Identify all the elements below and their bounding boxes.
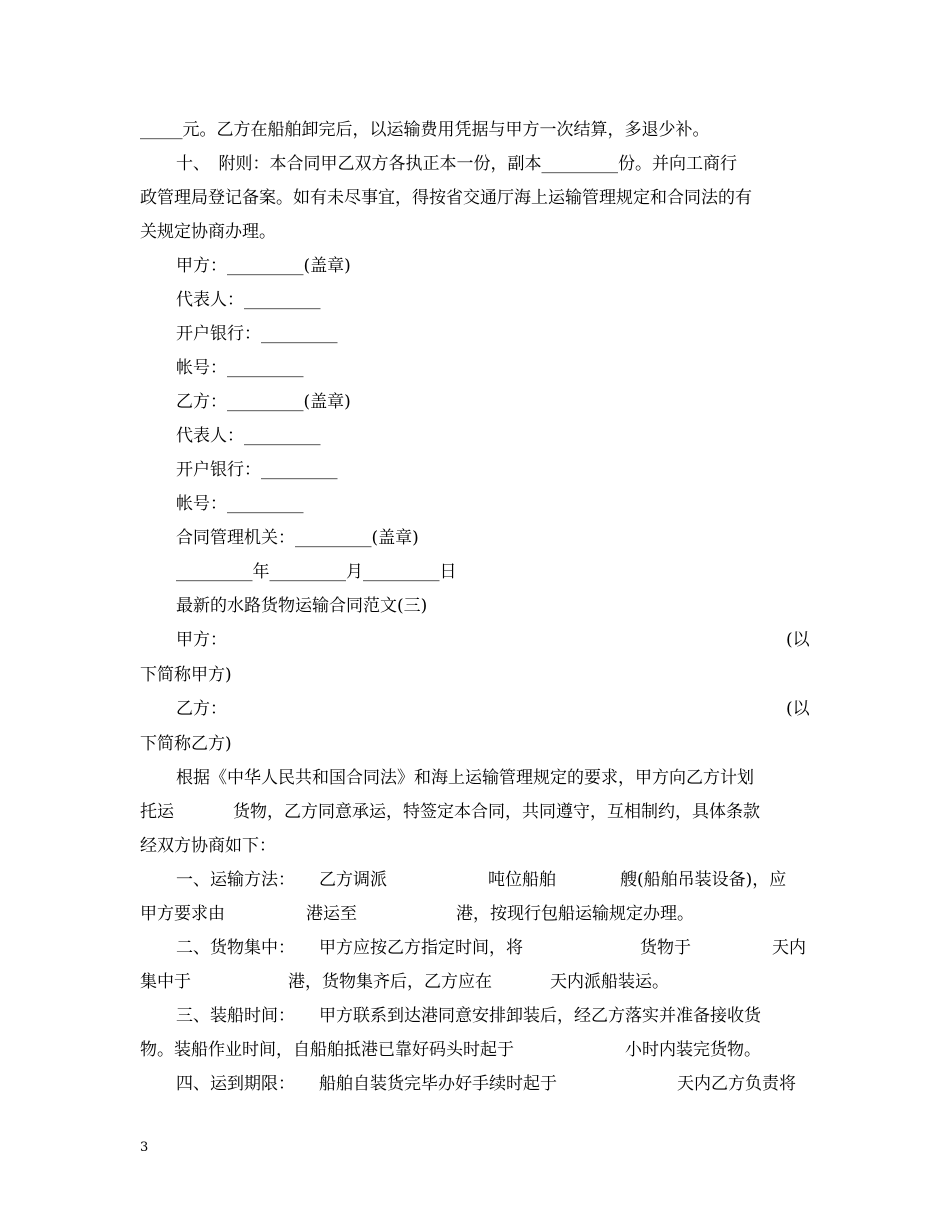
text-line: _____元。乙方在船舶卸完后，以运输费用凭据与甲方一次结算，多退少补。 <box>140 120 710 140</box>
clause-heading: 三、装船时间： <box>176 1006 295 1026</box>
text-line: 天内乙方负责将 <box>677 1074 796 1094</box>
text-line: 甲方要求由 <box>140 904 225 924</box>
clause-heading: 一、运输方法： <box>176 870 295 890</box>
clause-heading: 四、运到期限： <box>176 1074 295 1094</box>
signature-line: 甲方：_________(盖章) <box>176 256 351 276</box>
section-title: 最新的水路货物运输合同范文(三) <box>176 596 428 616</box>
party-b-label: 乙方： <box>176 699 227 719</box>
text-line: 经双方协商如下： <box>140 836 276 856</box>
signature-line: 帐号：_________ <box>176 494 304 514</box>
text-line: 天内 <box>772 938 806 958</box>
text-line: 小时内装完货物。 <box>625 1040 761 1060</box>
text-line: 政管理局登记备案。如有未尽事宜，得按省交通厅海上运输管理规定和合同法的有 <box>140 188 752 208</box>
signature-line: 代表人：_________ <box>176 290 321 310</box>
text-line: 甲方应按乙方指定时间，将 <box>319 938 523 958</box>
text-line: 乙方调派 <box>319 870 387 890</box>
text-line: 天内派船装运。 <box>550 972 669 992</box>
text-line: 艘(船舶吊装设备)，应 <box>620 870 787 890</box>
signature-line: 乙方：_________(盖章) <box>176 392 351 412</box>
signature-line: 帐号：_________ <box>176 358 304 378</box>
page-number: 3 <box>140 1140 149 1155</box>
text-line: 港，按现行包船运输规定办理。 <box>456 904 694 924</box>
party-a-suffix: (以 <box>786 630 810 650</box>
text-line: 物。装船作业时间，自船舶抵港已靠好码头时起于 <box>140 1040 514 1060</box>
text-line: 十、 附则：本合同甲乙双方各执正本一份，副本_________份。并向工商行 <box>176 154 737 174</box>
clause-heading: 二、货物集中： <box>176 938 295 958</box>
text-line: 集中于 <box>140 972 191 992</box>
date-line: _________年_________月_________日 <box>176 562 457 582</box>
text-line: 船舶自装货完毕办好手续时起于 <box>319 1074 557 1094</box>
text-line: 根据《中华人民共和国合同法》和海上运输管理规定的要求，甲方向乙方计划 <box>176 768 754 788</box>
party-b-suffix: (以 <box>786 699 810 719</box>
text-line: 货物于 <box>640 938 691 958</box>
text-line: 托运 <box>140 802 174 822</box>
text-line: 港，货物集齐后，乙方应在 <box>288 972 492 992</box>
text-line: 下简称乙方) <box>140 734 232 754</box>
text-line: 下简称甲方) <box>140 665 232 685</box>
text-line: 货物，乙方同意承运，特签定本合同，共同遵守，互相制约，具体条款 <box>233 802 760 822</box>
signature-line: 合同管理机关：_________(盖章) <box>176 528 419 548</box>
party-a-label: 甲方： <box>176 630 227 650</box>
signature-line: 开户银行：_________ <box>176 324 338 344</box>
text-line: 甲方联系到达港同意安排卸装后，经乙方落实并准备接收货 <box>319 1006 761 1026</box>
signature-line: 代表人：_________ <box>176 426 321 446</box>
signature-line: 开户银行：_________ <box>176 460 338 480</box>
text-line: 关规定协商办理。 <box>140 222 276 242</box>
text-line: 吨位船舶 <box>488 870 556 890</box>
text-line: 港运至 <box>306 904 357 924</box>
